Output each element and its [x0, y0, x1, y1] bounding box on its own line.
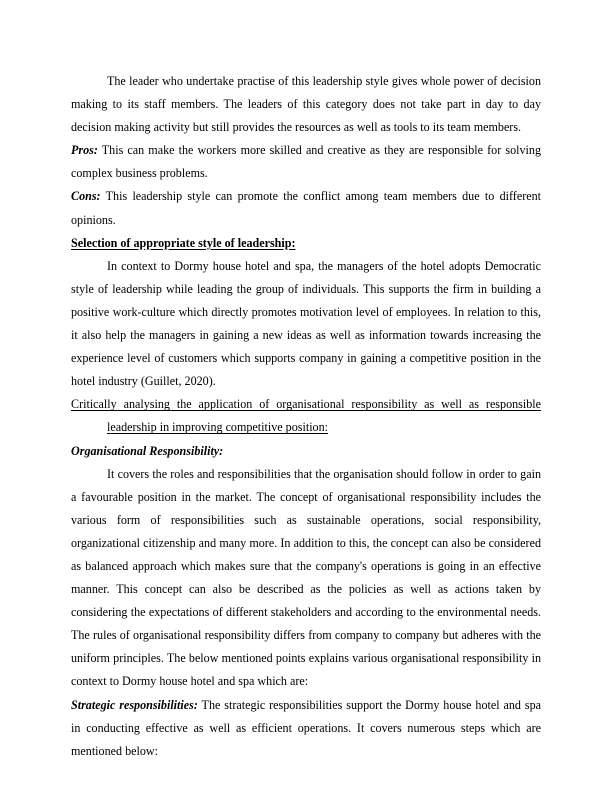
- heading-critically-analysing-line-2: leadership in improving competitive position:: [107, 420, 329, 435]
- cons-text: This leadership style can promote the conflict among team members due to different opinions.: [71, 189, 541, 227]
- paragraph-strategic-responsibilities: [71, 694, 541, 763]
- heading-critically-analysing-line-1: Critically analysing the application of organisational responsibility as well as responsible: [71, 397, 541, 412]
- pros-label: Pros:: [71, 143, 98, 158]
- heading-critically-analysing: [71, 393, 541, 439]
- document-body: [71, 70, 541, 763]
- paragraph-democratic-selection: In context to Dormy house hotel and spa, the managers of the hotel adopts Democratic style of leadership while leading the group of individuals. This supports the firm in building a positive work-culture which directly promotes motivation level of employees. In relation to this, it also help the managers in gaining a new ideas as well as information towards increasing the experience level of customers which supports company in gaining a competitive position in the hotel industry (Guillet, 2020).: [71, 258, 541, 389]
- heading-organisational-responsibility: Organisational Responsibility:: [71, 443, 224, 458]
- strategic-responsibilities-label: Strategic responsibilities:: [71, 697, 198, 712]
- pros-text: This can make the workers more skilled and creative as they are responsible for solving complex business problems.: [71, 143, 541, 181]
- paragraph-autocratic-description: The leader who undertake practise of this leadership style gives whole power of decision making to its staff members. The leaders of this category does not take part in day to day decision making activity but still provides the resources as well as tools to its team members.: [71, 74, 541, 135]
- paragraph-cons: [71, 185, 541, 231]
- strategic-responsibilities-text: The strategic responsibilities support the Dormy house hotel and spa in conducting effective as well as efficient operations. It covers numerous steps which are mentioned below:: [71, 697, 542, 758]
- paragraph-pros: [71, 139, 541, 185]
- heading-selection-of-style-text: Selection of appropriate style of leadership:: [71, 235, 296, 250]
- cons-label: Cons:: [71, 189, 101, 204]
- heading-selection-of-style: [71, 232, 541, 255]
- paragraph-organisational-responsibility-body: It covers the roles and responsibilities that the organisation should follow in order to gain a favourable position in the market. The concept of organisational responsibility includes the various form of responsibilities such as sustainable operations, social responsibility, organizational citizenship and many more. In addition to this, the concept can also be considered as balanced approach which makes sure that the company's operations is going in an effective manner. This concept can also be described as the policies as well as actions taken by considering the expectations of different stakeholders and according to the environmental needs. The rules of organisational responsibility differs from company to company but adheres with the uniform principles. The below mentioned points explains various organisational responsibility in context to Dormy house hotel and spa which are:: [71, 466, 541, 689]
